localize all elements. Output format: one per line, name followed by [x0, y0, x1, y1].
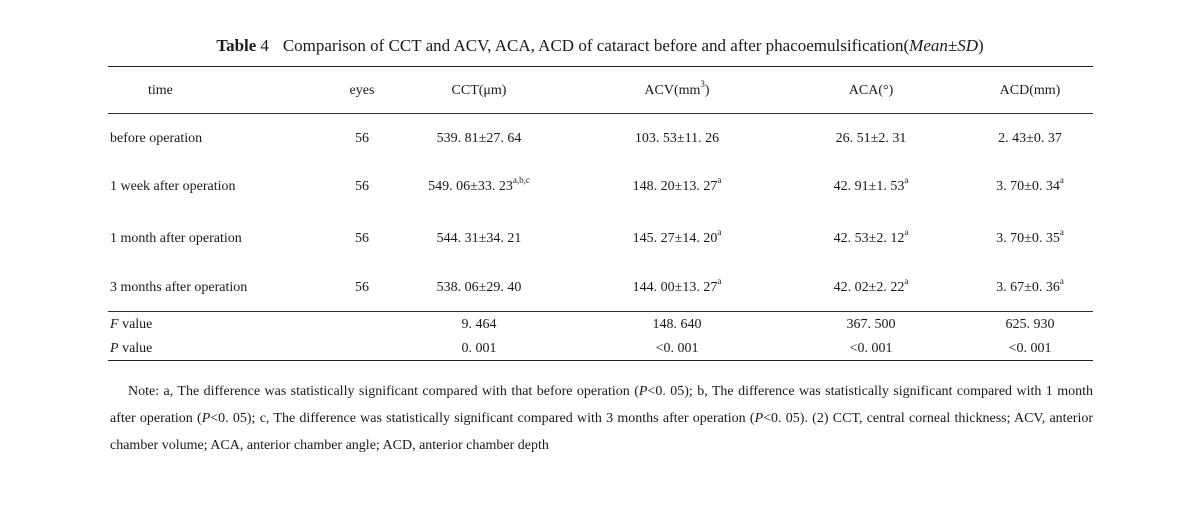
- stat-acv: 148. 640: [652, 317, 702, 332]
- row-eyes: 56: [355, 280, 369, 295]
- header-acv-close: ): [704, 83, 710, 98]
- header-aca: ACA(°): [848, 83, 894, 98]
- row-label: 1 month after operation: [110, 231, 242, 246]
- stat-label: F value: [110, 317, 153, 332]
- header-eyes: eyes: [349, 83, 375, 98]
- caption-stat: Mean±SD: [909, 36, 978, 55]
- table-caption: [0, 36, 1200, 56]
- row-aca: 42. 53±2. 12$^a$: [833, 227, 909, 246]
- row-cct: 549. 06±33. 23$^{a,b,c}$: [428, 175, 530, 194]
- header-cct: CCT(μm): [451, 83, 507, 98]
- row-acv: 103. 53±11. 26: [634, 131, 720, 146]
- row-acd: 3. 67±0. 36$^a$: [996, 276, 1064, 295]
- row-acv: 148. 20±13. 27$^a$: [632, 175, 722, 194]
- row-acd: 2. 43±0. 37: [998, 131, 1062, 146]
- row-aca: 42. 02±2. 22$^a$: [833, 276, 909, 295]
- stat-acv: <0. 001: [655, 341, 699, 356]
- stats-rule: [108, 311, 1093, 312]
- stat-label: P value: [110, 341, 153, 356]
- row-acd: 3. 70±0. 35$^a$: [996, 227, 1064, 246]
- table-note: Note: a, The difference was statistically significant compared with that before operation (P<0. 05); b, The difference was statistically significant compared with 1 month after operation (P<0. 05); c, The difference was statistically significant compared with 3 months after operation (P<0. 05). (2) CCT, central corneal thickness; ACV, anterior chamber volume; ACA, anterior chamber angle; ACD, anterior chamber depth: [110, 384, 1093, 453]
- row-label: before operation: [110, 131, 203, 146]
- caption-close: ): [978, 36, 984, 55]
- header-rule: [108, 113, 1093, 114]
- header-acv: [644, 79, 710, 100]
- stat-cct: 9. 464: [461, 317, 497, 332]
- stat-acd: <0. 001: [1008, 341, 1052, 356]
- table-number: 4: [260, 36, 269, 55]
- row-acv: 145. 27±14. 20$^a$: [632, 227, 722, 246]
- header-acv-sup: 3: [700, 79, 705, 90]
- row-eyes: 56: [355, 179, 369, 194]
- header-time: time: [148, 83, 173, 98]
- stat-acd: 625. 930: [1005, 317, 1055, 332]
- stat-aca: 367. 500: [846, 317, 896, 332]
- row-cct: 539. 81±27. 64: [436, 131, 522, 146]
- row-label: 3 months after operation: [110, 280, 248, 295]
- row-acd: 3. 70±0. 34$^a$: [996, 175, 1064, 194]
- top-rule: [108, 66, 1093, 67]
- table-label: Table: [216, 36, 257, 55]
- row-eyes: 56: [355, 231, 369, 246]
- stat-aca: <0. 001: [849, 341, 893, 356]
- row-aca: 42. 91±1. 53$^a$: [833, 175, 909, 194]
- row-cct: 538. 06±29. 40: [436, 280, 522, 295]
- row-acv: 144. 00±13. 27$^a$: [632, 276, 722, 295]
- row-label: 1 week after operation: [110, 179, 236, 194]
- caption-text: Comparison of CCT and ACV, ACA, ACD of cataract before and after phacoemulsification(: [282, 36, 910, 55]
- header-acd: ACD(mm): [999, 83, 1061, 98]
- stat-cct: 0. 001: [461, 341, 497, 356]
- row-eyes: 56: [355, 131, 369, 146]
- row-aca: 26. 51±2. 31: [835, 131, 907, 146]
- header-acv-text: ACV(mm: [644, 83, 701, 98]
- row-cct: 544. 31±34. 21: [436, 231, 522, 246]
- bottom-rule: [108, 360, 1093, 361]
